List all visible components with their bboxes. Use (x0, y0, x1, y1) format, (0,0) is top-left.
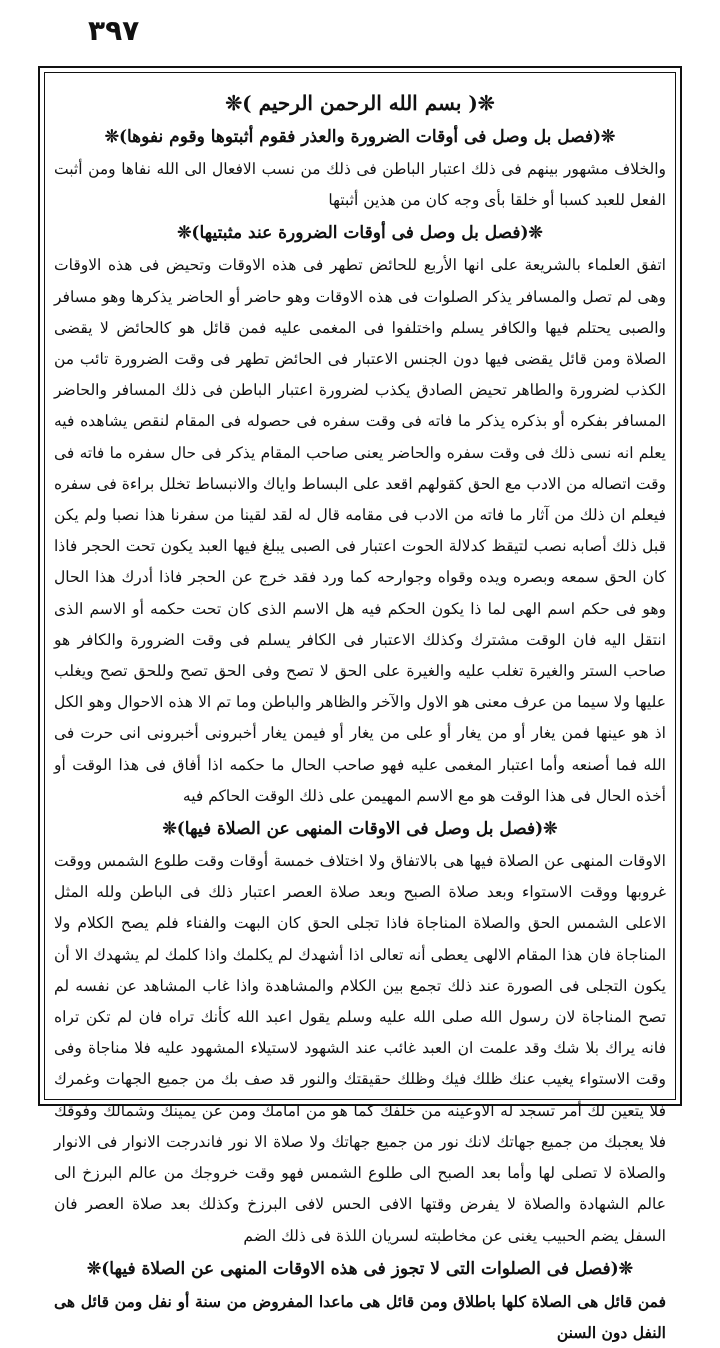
section-heading-prayers-not-permitted: ❊(فصل فی الصلوات التی لا تجوز فی هذه الاوقات المنهی عن الصلاة فيها)❊ (87, 1258, 633, 1279)
section-text-necessity-proponents: اتفق العلماء بالشريعة علی انها الأربع للحائض تطهر فی هذه الاوقات وتحيض فی هذه الاوقات وهی لم تصل والمسافر يذكر الصلوات فی هذه الاوقات وهو حاضر أو الحاضر يذكرها وهو مسافر والصبی يحتلم فيها والكافر يسلم واختلفوا فی المغمی عليه فمن قائل هو كالحائض لا يقضی الصلاة ومن قائل يقضی فيها دون الجنس الاعتبار فی الحائض تطهر فی وقت الضرورة تائب من الكذب لضرورة والطاهر تحيض الصادق يكذب لضرورة اعتبار الباطن فی ذلك المسافر والحاضر المسافر بفكره أو بذكره يذكر ما فاته فی وقت سفره فی حصوله فی المقام لنقص يشاهده فيه يعلم انه نسی ذلك فی وقت سفره والحاضر يعنی صاحب المقام يذكر فی حال سفره ما فاته فی وقت اتصاله من الادب مع الحق كقولهم اقعد علی البساط واياك والانبساط تخلل براءة فی سفره فيعلم ان ذلك من آثار ما فاته من الادب فی مقامه قال له لقد لقينا من سفرنا هذا نصبا ولم يكن قبل ذلك أصابه نصب لتيقظ كدلالة الحوت اعتبار فی الصبی يبلغ فيها العبد يكون تحت الحجر فاذا كان الحق سمعه وبصره ويده وقواه وجوارحه كما ورد فقد خرج عن الحجر فاذا أدرك هذا الحال وهو فی حكم اسم الهی لما ذا يكون الحكم فيه هل الاسم الذی كان تحت حكمه أو الاسم الذی انتقل اليه فان الوقت مشترك وكذلك الاعتبار فی الكافر يسلم فی وقت الضرورة والكافر هو صاحب الستر والغيرة تغلب عليه والغيرة علی الحق لا تصح وفی الحق تصح وللحق تصح ويغلب عليها ولا سيما من عرف معنی هو الاول والآخر والظاهر والباطن وما تم الا هذه الاحوال وهو الكل اذ هو عينها فمن يغار أو من يغار أو علی من يغار أو فيمن يغار أخبرونی أخبرونی انی حرت فی الله فما أصنعه وأما اعتبار المغمی عليه فهو صاحب الحال ما حكمه اذا أفاق فی هذا الوقت أو أخذه الحال فی هذا الوقت هو مع الاسم المهيمن علی ذلك الوقت الحاكم فيه (54, 256, 666, 805)
section-heading-times-of-necessity: ❊(فصل بل وصل فی أوقات الضرورة والعذر فقوم أثبتوها وقوم نفوها)❊ (104, 127, 616, 147)
basmala: ❊( بسم الله الرحمن الرحيم )❊ (225, 91, 495, 115)
section-text-times-of-necessity: والخلاف مشهور بينهم فی ذلك اعتبار الباطن فی ذلك من نسب الافعال الی الله نفاها ومن أثبت الفعل للعبد كسبا أو خلقا بأی وجه كان من هذين أثبتها (54, 160, 666, 210)
page-number: ٣٩٧ (88, 14, 140, 47)
section-heading-necessity-proponents: ❊(فصل بل وصل فی أوقات الضرورة عند مثبتيها)❊ (177, 223, 543, 244)
section-heading-forbidden-times: ❊(فصل بل وصل فی الاوقات المنهی عن الصلاة فيها)❊ (162, 819, 558, 840)
page-body (54, 86, 666, 1342)
section-text-forbidden-times: الاوقات المنهی عن الصلاة فيها هی بالاتفاق ولا اختلاف خمسة أوقات وقت طلوع الشمس ووقت غروبها ووقت الاستواء وبعد صلاة الصبح وبعد صلاة العصر اعتبار ذلك فی الباطن ولله المثل الاعلی الشمس الحق والصلاة المناجاة فاذا تجلی الحق كان البهت والفناء فلم يصح الكلام ولا المناجاة فان هذا المقام الالهی يعطی أنه تعالی اذا أشهدك لم يكلمك واذا كلمك لم يشهدك الا أن يكون التجلی فی الصورة عند ذلك تجمع بين الكلام والمشاهدة واذا غاب المشاهد عن نفسه لم تصح المناجاة لان رسول الله صلی الله عليه وسلم يقول اعبد الله كأنك تراه فان لم تكن تراه فانه يراك بلا شك وقد علمت ان العبد غائب عند الشهود لاستيلاء المشهود عليه فلا مناجاة وفی وقت الاستواء يغيب عنك ظلك فيك وظلك حقيقتك والنور قد صف بك من جميع الجهات وغمرك فلا يتعين لك أمر تسجد له الاوعينه من خلفك كما هو من امامك ومن عن يمينك وشمالك وفوقك فلا يعجبك من جميع جهاتك لانك نور من جميع جهاتك ولا صلاة الا نور فاندرجت الانوار فی الانوار والصلاة لا تصلی لها وأما بعد الصبح الی طلوع الشمس فهو وقت خروجك من عالم البرزخ الی عالم الشهادة والصلاة لا يفرض وقتها الافی الحس لافی البرزخ وكذلك بعد صلاة العصر فان السفل يضم الحبيب يغنی عن مخاطبته لسريان اللذة فی ذلك الضم (54, 852, 666, 1245)
section-text-prayers-not-permitted: فمن قائل هی الصلاة كلها باطلاق ومن قائل هی ماعدا المفروض من سنة أو نفل ومن قائل هی النفل دون السنن (54, 1291, 666, 1342)
